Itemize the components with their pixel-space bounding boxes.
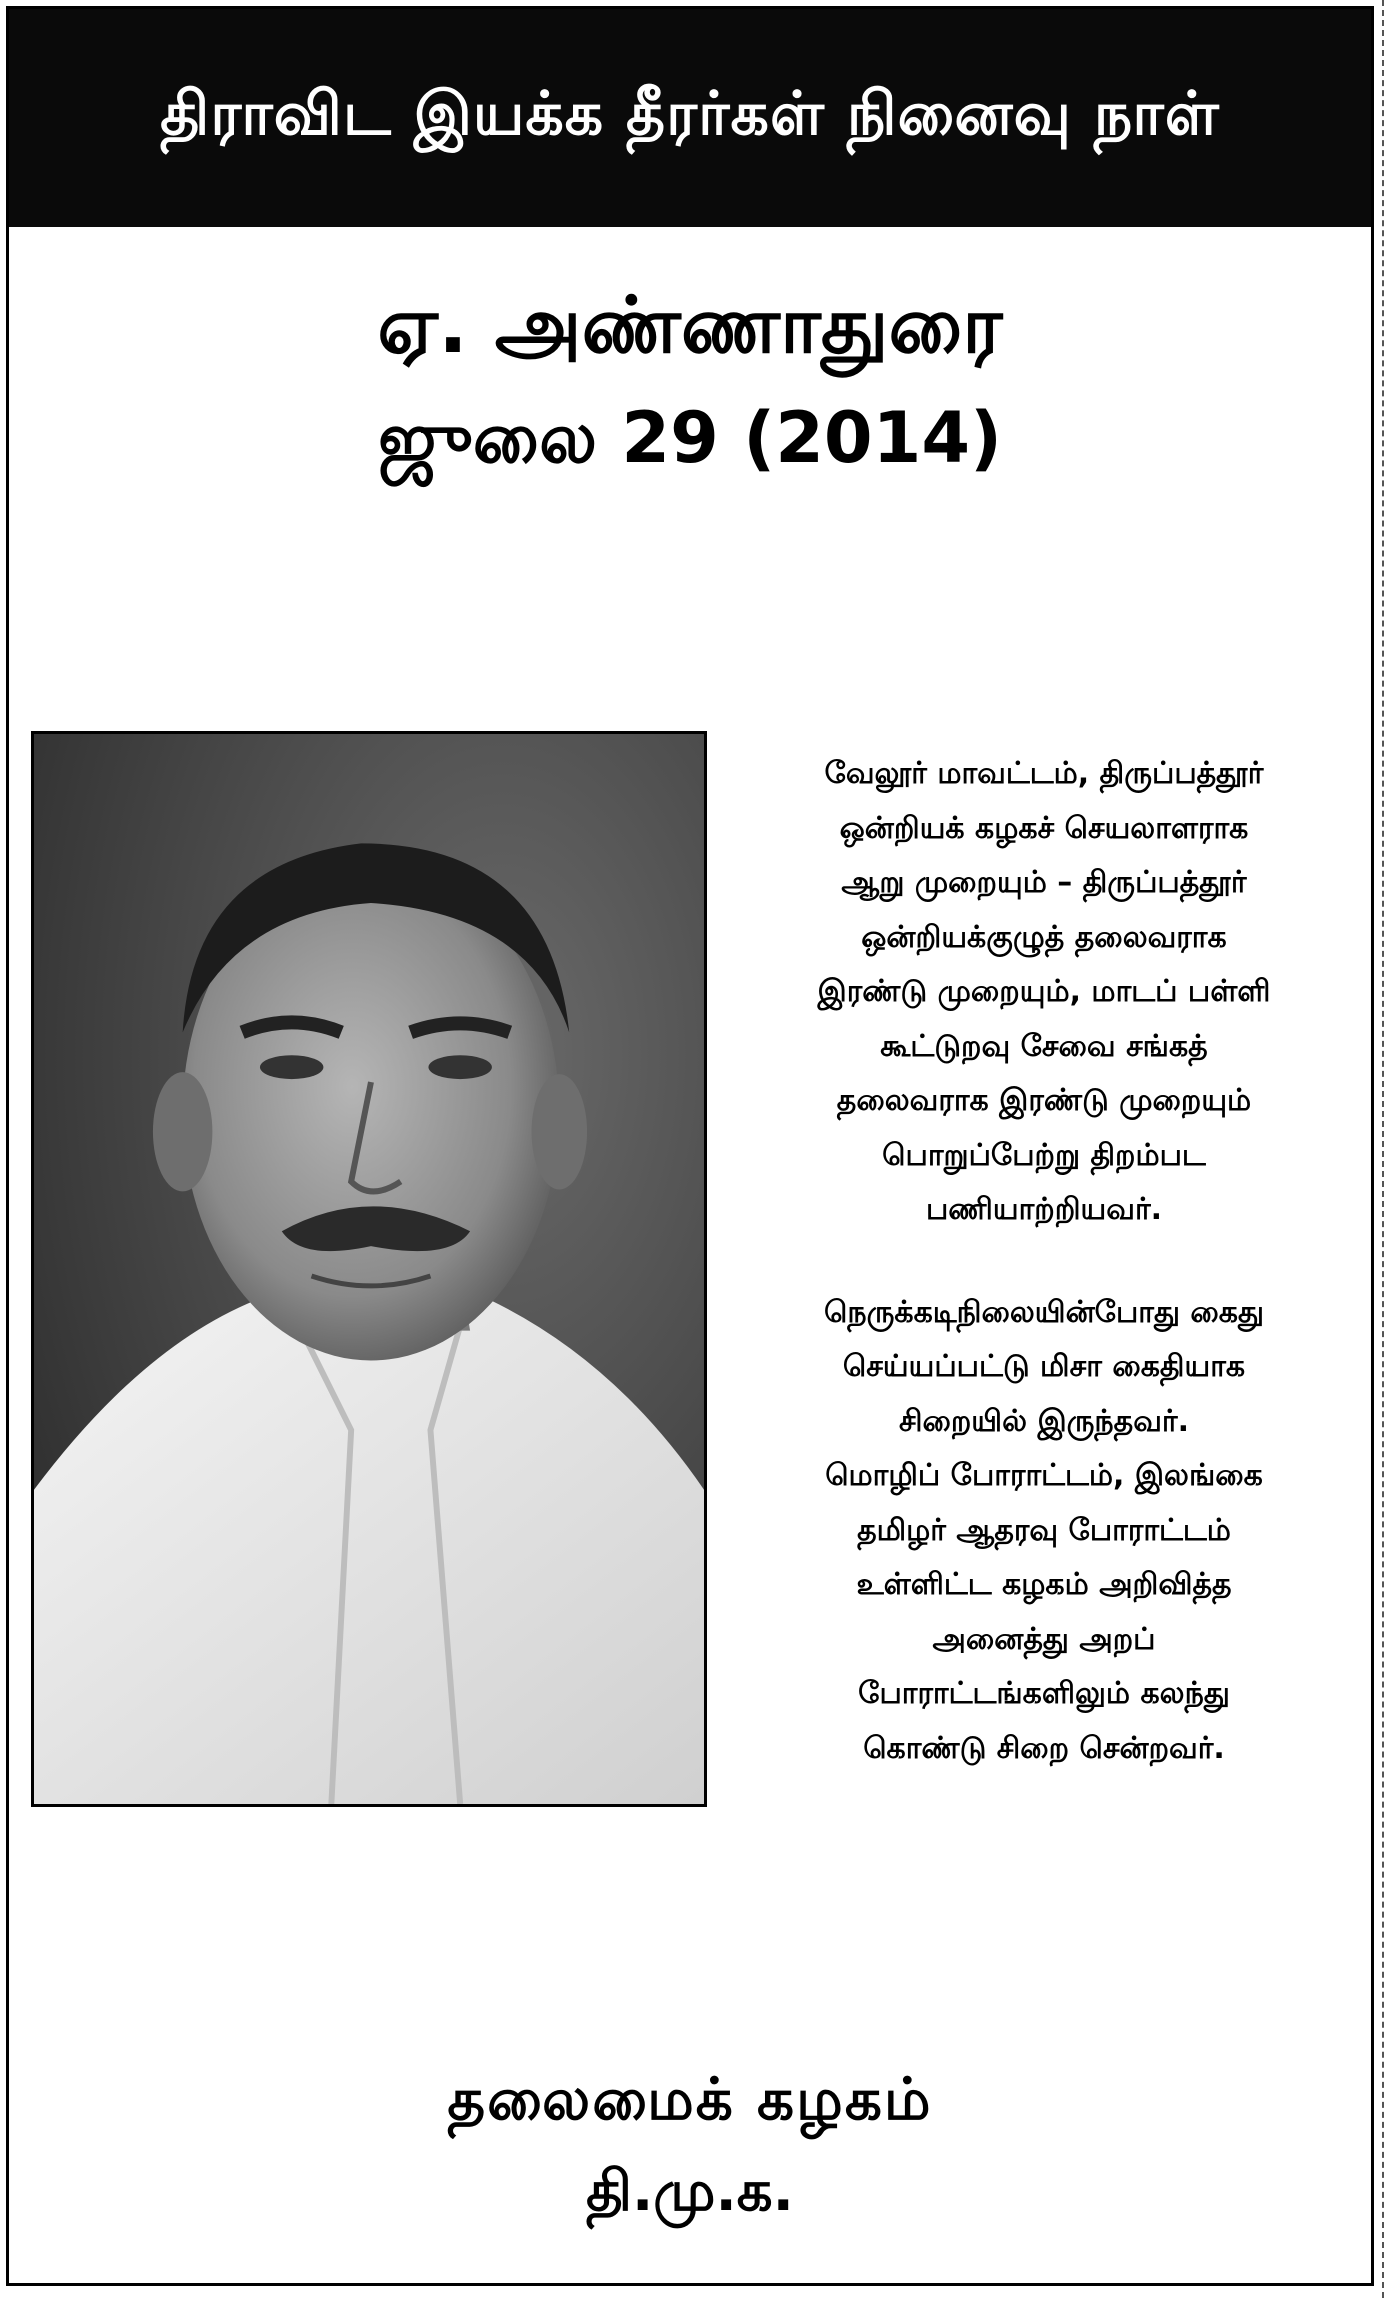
bio-line: சிறையில் இருந்தவர். bbox=[899, 1403, 1189, 1439]
bio-line: நெருக்கடிநிலையின்போது கைது bbox=[823, 1294, 1265, 1330]
bio-line: போராட்டங்களிலும் கலந்து bbox=[858, 1676, 1230, 1711]
bio-line: செய்யப்பட்டு மிசா கைதியாக bbox=[842, 1349, 1246, 1384]
bio-line: கூட்டுறவு சேவை சங்கத் bbox=[880, 1028, 1208, 1064]
bio-line: தமிழர் ஆதரவு போராட்டம் bbox=[857, 1512, 1231, 1548]
footer-party: தி.மு.க. bbox=[586, 2159, 794, 2224]
bio-line: ஒன்றியக் கழகச் செயலாளராக bbox=[839, 810, 1249, 846]
bio-paragraph-2 bbox=[739, 1286, 1349, 1777]
banner-title: திராவிட இயக்க தீரர்கள் நினைவு நாள் bbox=[160, 79, 1220, 149]
portrait-photo bbox=[31, 731, 707, 1807]
bio-paragraph-1 bbox=[739, 747, 1349, 1238]
person-name: ஏ. அண்ணாதுரை bbox=[377, 281, 1003, 371]
portrait-icon bbox=[34, 734, 704, 1804]
bio-line: ஒன்றியக்குழுத் தலைவராக bbox=[861, 919, 1227, 955]
memorial-notice bbox=[6, 6, 1374, 2286]
bio-line: பொறுப்பேற்று திறம்பட bbox=[882, 1137, 1206, 1173]
bio-line: ஆறு முறையும் – திருப்பத்தூர் bbox=[841, 865, 1247, 900]
footer-organization: தலைமைக் கழகம் bbox=[447, 2065, 933, 2133]
bio-line: கொண்டு சிறை சென்றவர். bbox=[863, 1730, 1225, 1766]
biography bbox=[739, 747, 1349, 1776]
memorial-date: ஜுலை 29 (2014) bbox=[377, 397, 1003, 479]
header-banner bbox=[9, 9, 1371, 227]
bio-line: பணியாற்றியவர். bbox=[925, 1192, 1163, 1227]
bio-line: இரண்டு முறையும், மாடப் பள்ளி bbox=[817, 974, 1271, 1009]
bio-line: மொழிப் போராட்டம், இலங்கை bbox=[825, 1458, 1263, 1493]
page-cut-line bbox=[1382, 0, 1384, 2298]
bio-line: அனைத்து அறப் bbox=[932, 1621, 1156, 1657]
bio-line: உள்ளிட்ட கழகம் அறிவித்த bbox=[856, 1567, 1232, 1602]
bio-line: தலைவராக இரண்டு முறையும் bbox=[836, 1083, 1252, 1118]
bio-line: வேலூர் மாவட்டம், திருப்பத்தூர் bbox=[824, 756, 1264, 791]
